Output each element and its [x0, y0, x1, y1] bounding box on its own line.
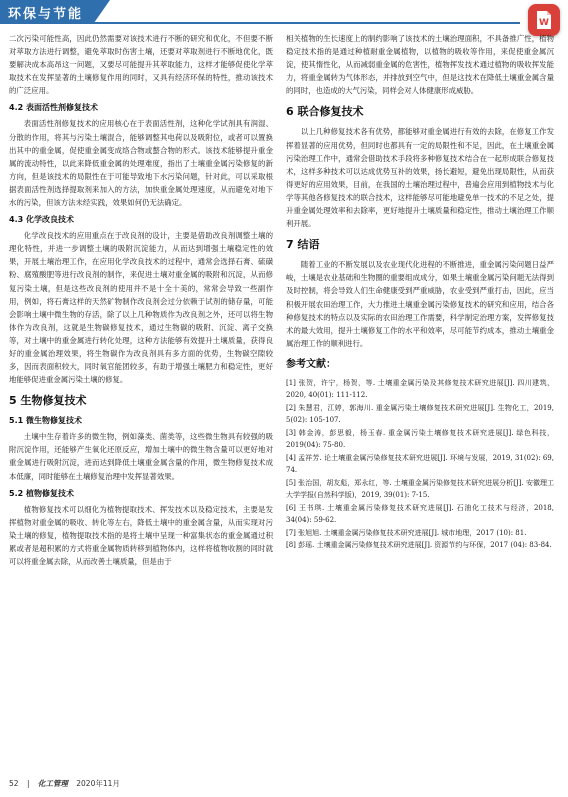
section-4-2-body: 表面活性剂修复技术的应用核心在于表面活性剂，这种化学试剂具有润湿、分散的作用，将其与污染土壤混合，能够调整其电荷以及吸附位，或者可以置换出其中的重金属，促使重金属变成络合物或螯合物的形式。该技术能够提升重金属的流动特性，以此来降低重金属的处理难度，指出了土壤重金属污染修复的新方向，但是该技术的局限性在于可能导致地下水污染问题，针对此，可以采取根据表面活性剂选择提取剂来加入的方法，加快重金属处理速度，从而避免对地下水的污染，但该方法未经实践，效果如何仍无法确定。: [9, 119, 273, 208]
section-6-heading: 6 联合修复技术: [286, 105, 364, 119]
section-4-3-heading: 4.3 化学改良技术: [9, 215, 74, 225]
page-footer: [9, 778, 549, 792]
section-7-heading: 7 结语: [286, 238, 320, 252]
references-heading: 参考文献：: [286, 358, 336, 370]
intro-paragraph: 二次污染可能性高，因此仍然需要对该技术进行不断的研究和优化，不但要不断对萃取方法进行调整，避免萃取时伤害土壤，还要对萃取剂进行不断地优化，既要解决成本高昂这一问题，又要尽可能提升其萃取能力，这样才能够促使化学萃取技术在发挥显著的土壤修复作用的同时，又具有经济环保的特性，推动该技术的广泛应用。: [9, 34, 273, 96]
section-5-1-body: 土壤中生存着许多的微生物，例如藻类、菌类等，这些微生物具有较强的吸附沉淀作用，还能够产生氧化还原反应，增加土壤中的微生物含量可以更好地对重金属进行吸附沉淀，进而达到降低土壤重金属含量的作用，微生物修复技术成本低廉，同时能够在土壤修复治理中发挥显著效果。: [9, 432, 273, 481]
section-5-heading: 5 生物修复技术: [9, 394, 87, 408]
header-rule: [0, 22, 520, 24]
journal-name: 化工管理: [37, 779, 68, 788]
section-6-body: 以上几种修复技术各有优势，都能够对重金属进行有效的去除，在修复工作发挥着显著的应用优势，但同时也都具有一定的局限性和不足，因此，在土壤重金属污染治理工作中，通常会借助技术手段将多种修复技术结合在一起形成联合修复技术，这样多种技术可以达成优势互补的效果，扬长避短，避免出现局限性，从而获得更好的应用效果，目前，在我国的土壤治理过程中，普遍会应用到植物技术与化学等其他各修复技术的联合技术，这样能够尽可能地避免单一技术的不足之处，提升重金属处理效率和去除率，更好地提升土壤质量和稳定性，推动土壤治理工作顺利开展。: [286, 127, 554, 229]
reference-item: [4] 孟祥芳. 论土壤重金属污染修复技术研究进展[J]. 环境与发展，2019, 31(02): 69, 74.: [286, 453, 554, 475]
reference-item: [3] 韩金涛，彭思毅，杨玉春. 重金属污染土壤修复技术研究进展[J]. 绿色科技，2019(04): 75-80.: [286, 428, 554, 450]
reference-item: [7] 张旭旭. 土壤重金属污染修复技术研究进展[J]. 城市地理，2017 (10): 81.: [286, 528, 527, 537]
section-4-2-heading: 4.2 表面活性剂修复技术: [9, 103, 98, 113]
reference-item: [6] 王书琪. 土壤重金属污染修复技术研究进展[J]. 石油化工技术与经济，2018, 34(04): 59-62.: [286, 503, 554, 525]
section-7-body: 随着工业的不断发展以及农业现代化进程的不断推进，重金属污染问题日益严峻，土壤是农业基础和生物圈的重要组成成分，如果土壤重金属污染问题无法得到及时控制，将会导致人们生命健康受到严重威胁，农业受到严重打击，因此，应当积极开展农田治理工作，大力推进土壤重金属污染修复技术的研究和应用，结合各种修复技术的特点以及实际的农田治理工作需要，科学制定治理方案，发挥修复技术的最大效用，提升土壤修复工作的水平和效率，尽可能节约成本，推动土壤重金属治理工作的顺利进行。: [286, 260, 554, 348]
footer-separator: |: [26, 779, 30, 788]
page-number: 52: [9, 779, 19, 788]
section-5-2-heading: 5.2 植物修复技术: [9, 488, 74, 498]
left-column: [9, 32, 273, 568]
issue-date: 2020年11月: [76, 779, 120, 788]
reference-item: [5] 张治国，胡友彪，郑永红，等. 土壤重金属污染修复技术研究进展分析[J]. 安徽理工大学学报(自然科学版)，2019, 39(01): 7-15.: [286, 478, 554, 500]
section-5-1-heading: 5.1 微生物修复技术: [9, 416, 82, 426]
section-4-3-body: 化学改良技术的应用重点在于改良剂的设计，主要是借助改良剂调整土壤的理化特性，并进一步调整土壤的吸附沉淀能力，从而达到增强土壤稳定性的效果，开展土壤治理工作，在应用化学改良技术的过程中，通常会选择石膏、硫磺粉、腐殖酸肥等进行改良剂的制作，来促进土壤对重金属的吸附和沉淀，从而修复污染土壤，但是这些改良剂的使用并不是十全十美的，常常会导致一些副作用，例如，将石膏这样的天然矿物制作改良剂会过分依赖于试剂的储存量，可能会影响土壤中微生物的存活，除了以上几种物质作为改良剂之外，还可以将生物体作为改良剂，这就是生物碳修复技术，通过生物碳的吸附、沉淀、离子交换等，对土壤中的重金属进行转化处理，这种方法能够有效提升土壤质量，获得良好的重金属治理效果，将生物碳作为改良剂具有多方面的优势，生物碳空隙较多，因而表面积较大，同时氧官能团较多，有助于增强土壤肥力和稳定性，更好地能够促进重金属污染土壤的修复。: [9, 231, 273, 385]
section-5-2-body: 植物修复技术可以细化为植物提取技术、挥发技术以及稳定技术，主要是发挥植物对重金属的吸收、转化等左右，降低土壤中的重金属含量，从而实现对污染土壤的修复，植物提取技术指的是将土壤中呈现一种富集状态的重金属通过积累或者是超积累的方式将重金属物质转移到植物体内，这样将植物收割的同时就可以将重金属去除，从而改善土壤质量，但是由于: [9, 504, 273, 566]
reference-item: [8] 彭瑶. 土壤重金属污染修复技术研究进展[J]. 资源节约与环保，2017 (04): 83-84.: [286, 541, 552, 550]
reference-item: [2] 朱慧君，江婷，郭海川. 重金属污染土壤修复技术研究进展[J]. 生物化工，2019, 5(02): 105-107.: [286, 403, 554, 425]
page-header: [0, 0, 568, 30]
section-title: 环保与节能: [8, 7, 84, 22]
reference-item: [1] 张贺，许宁，杨贺，等. 土壤重金属污染及其修复技术研究进展[J]. 四川建筑，2020, 40(01): 111-112.: [286, 378, 554, 400]
right-column: [286, 32, 554, 552]
continued-paragraph: 相关植物的生长速度上的制约影响了该技术的土壤治理面积，不具备推广性，植物稳定技术指的是通过种植耐重金属植物，以植物的吸收等作用，来促使重金属沉淀，使其惰性化，从而减弱重金属的危害性，植物挥发技术通过植物的吸收挥发能力，将重金属转为气体形态，并排放到空气中，但是这技术在降低土壤重金属含量的同时，也造成的大气污染，同样会对人体健康形成威胁。: [286, 34, 554, 96]
svg-text:W: W: [539, 18, 549, 28]
